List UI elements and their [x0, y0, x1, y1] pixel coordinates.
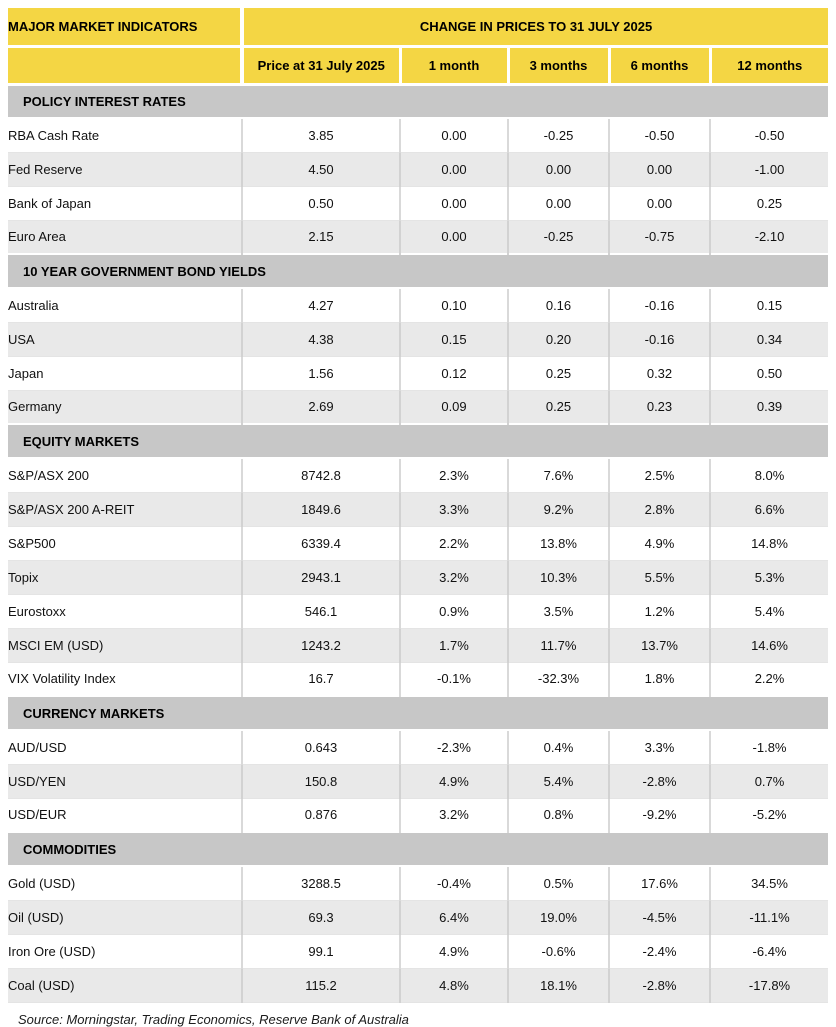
row-value: 0.00: [400, 152, 508, 186]
row-label: Iron Ore (USD): [8, 934, 242, 968]
row-label: Bank of Japan: [8, 186, 242, 220]
table-row: [8, 356, 828, 390]
row-value: 5.5%: [609, 560, 710, 594]
row-value: 4.9%: [400, 764, 508, 798]
row-value: 14.6%: [710, 628, 828, 662]
row-value: 0.9%: [400, 594, 508, 628]
section-title: POLICY INTEREST RATES: [8, 84, 828, 118]
row-value: 6339.4: [242, 526, 400, 560]
row-value: 16.7: [242, 662, 400, 696]
row-value: 0.7%: [710, 764, 828, 798]
row-value: 4.27: [242, 288, 400, 322]
row-value: 3.5%: [508, 594, 609, 628]
table-row: [8, 594, 828, 628]
row-value: -32.3%: [508, 662, 609, 696]
table-row: [8, 798, 828, 832]
row-value: 1.56: [242, 356, 400, 390]
row-value: -6.4%: [710, 934, 828, 968]
row-value: 0.00: [400, 186, 508, 220]
row-value: 13.7%: [609, 628, 710, 662]
row-value: 1.2%: [609, 594, 710, 628]
row-value: 6.4%: [400, 900, 508, 934]
section-header-row: [8, 696, 828, 730]
table-row: [8, 560, 828, 594]
row-value: 13.8%: [508, 526, 609, 560]
row-value: 0.00: [508, 152, 609, 186]
row-label: Oil (USD): [8, 900, 242, 934]
row-value: 2.5%: [609, 458, 710, 492]
row-value: 4.38: [242, 322, 400, 356]
row-label: USD/EUR: [8, 798, 242, 832]
row-value: 5.3%: [710, 560, 828, 594]
row-value: -2.3%: [400, 730, 508, 764]
row-label: Coal (USD): [8, 968, 242, 1002]
row-value: 0.15: [400, 322, 508, 356]
row-value: 5.4%: [508, 764, 609, 798]
row-value: 10.3%: [508, 560, 609, 594]
row-label: USD/YEN: [8, 764, 242, 798]
column-header-12-months: 12 months: [710, 46, 828, 84]
row-label: MSCI EM (USD): [8, 628, 242, 662]
table-row: [8, 628, 828, 662]
row-value: 3.85: [242, 118, 400, 152]
row-label: Eurostoxx: [8, 594, 242, 628]
table-row: [8, 288, 828, 322]
row-value: 69.3: [242, 900, 400, 934]
row-value: -4.5%: [609, 900, 710, 934]
row-value: 150.8: [242, 764, 400, 798]
row-value: 0.20: [508, 322, 609, 356]
column-header-price: Price at 31 July 2025: [242, 46, 400, 84]
table-row: [8, 492, 828, 526]
table-row: [8, 730, 828, 764]
row-label: RBA Cash Rate: [8, 118, 242, 152]
row-value: 7.6%: [508, 458, 609, 492]
row-value: -0.16: [609, 322, 710, 356]
change-header: CHANGE IN PRICES TO 31 JULY 2025: [242, 8, 828, 46]
row-value: 9.2%: [508, 492, 609, 526]
section-header-row: [8, 832, 828, 866]
row-value: -2.4%: [609, 934, 710, 968]
table-header: [8, 8, 828, 84]
section-header-row: [8, 84, 828, 118]
row-value: 2.8%: [609, 492, 710, 526]
row-label: Gold (USD): [8, 866, 242, 900]
row-value: 0.643: [242, 730, 400, 764]
row-value: 0.25: [508, 390, 609, 424]
row-value: -11.1%: [710, 900, 828, 934]
row-value: 0.4%: [508, 730, 609, 764]
row-value: -0.75: [609, 220, 710, 254]
row-value: 1.7%: [400, 628, 508, 662]
row-label: Japan: [8, 356, 242, 390]
row-value: -17.8%: [710, 968, 828, 1002]
row-value: 14.8%: [710, 526, 828, 560]
table-row: [8, 152, 828, 186]
column-header-6-months: 6 months: [609, 46, 710, 84]
row-label: Topix: [8, 560, 242, 594]
section-title: 10 YEAR GOVERNMENT BOND YIELDS: [8, 254, 828, 288]
row-value: 0.50: [242, 186, 400, 220]
row-value: 18.1%: [508, 968, 609, 1002]
row-value: 0.00: [400, 220, 508, 254]
table-row: [8, 186, 828, 220]
row-value: 0.8%: [508, 798, 609, 832]
row-value: 5.4%: [710, 594, 828, 628]
row-label: Fed Reserve: [8, 152, 242, 186]
row-value: 3288.5: [242, 866, 400, 900]
row-value: 0.00: [609, 186, 710, 220]
table-row: [8, 458, 828, 492]
column-header-3-months: 3 months: [508, 46, 609, 84]
row-value: 1243.2: [242, 628, 400, 662]
row-value: -0.4%: [400, 866, 508, 900]
row-value: 0.10: [400, 288, 508, 322]
row-value: 2943.1: [242, 560, 400, 594]
row-value: -2.8%: [609, 764, 710, 798]
section-header-row: [8, 254, 828, 288]
row-value: 3.2%: [400, 798, 508, 832]
header-sub-row: [8, 46, 828, 84]
market-indicators-table: [8, 8, 828, 1003]
row-value: 1.8%: [609, 662, 710, 696]
row-value: 6.6%: [710, 492, 828, 526]
row-value: -0.16: [609, 288, 710, 322]
row-value: 0.00: [400, 118, 508, 152]
row-value: -0.1%: [400, 662, 508, 696]
row-value: 3.3%: [609, 730, 710, 764]
table-row: [8, 526, 828, 560]
row-value: 17.6%: [609, 866, 710, 900]
table-row: [8, 900, 828, 934]
row-value: 1849.6: [242, 492, 400, 526]
table-body: [8, 84, 828, 1002]
table-row: [8, 322, 828, 356]
table-row: [8, 220, 828, 254]
row-value: 0.39: [710, 390, 828, 424]
row-value: 34.5%: [710, 866, 828, 900]
row-label: USA: [8, 322, 242, 356]
row-value: 0.09: [400, 390, 508, 424]
row-value: 8.0%: [710, 458, 828, 492]
row-label: S&P/ASX 200: [8, 458, 242, 492]
row-value: 0.15: [710, 288, 828, 322]
row-value: -1.8%: [710, 730, 828, 764]
row-value: 0.23: [609, 390, 710, 424]
section-title: CURRENCY MARKETS: [8, 696, 828, 730]
section-title: EQUITY MARKETS: [8, 424, 828, 458]
row-value: 0.5%: [508, 866, 609, 900]
row-value: 4.9%: [609, 526, 710, 560]
row-value: -2.8%: [609, 968, 710, 1002]
table-row: [8, 866, 828, 900]
table-row: [8, 390, 828, 424]
table-title: MAJOR MARKET INDICATORS: [8, 8, 242, 46]
row-value: 4.50: [242, 152, 400, 186]
row-value: -2.10: [710, 220, 828, 254]
row-value: -0.25: [508, 118, 609, 152]
row-value: 99.1: [242, 934, 400, 968]
row-label: S&P/ASX 200 A-REIT: [8, 492, 242, 526]
table-row: [8, 968, 828, 1002]
row-value: 0.50: [710, 356, 828, 390]
section-title: COMMODITIES: [8, 832, 828, 866]
row-value: -1.00: [710, 152, 828, 186]
row-value: 2.69: [242, 390, 400, 424]
row-value: 115.2: [242, 968, 400, 1002]
row-value: 0.34: [710, 322, 828, 356]
row-value: 3.3%: [400, 492, 508, 526]
table-row: [8, 764, 828, 798]
row-value: 2.2%: [710, 662, 828, 696]
table-row: [8, 662, 828, 696]
row-value: 0.12: [400, 356, 508, 390]
row-value: -9.2%: [609, 798, 710, 832]
row-value: 0.00: [508, 186, 609, 220]
row-label: Euro Area: [8, 220, 242, 254]
row-label: Germany: [8, 390, 242, 424]
row-value: 0.876: [242, 798, 400, 832]
row-value: 2.15: [242, 220, 400, 254]
row-value: 11.7%: [508, 628, 609, 662]
row-value: -0.50: [710, 118, 828, 152]
table-row: [8, 118, 828, 152]
row-value: 3.2%: [400, 560, 508, 594]
row-value: 0.00: [609, 152, 710, 186]
row-value: -0.50: [609, 118, 710, 152]
row-value: -0.6%: [508, 934, 609, 968]
row-value: 0.25: [710, 186, 828, 220]
row-value: -5.2%: [710, 798, 828, 832]
row-value: -0.25: [508, 220, 609, 254]
empty-corner-cell: [8, 46, 242, 84]
header-main-row: [8, 8, 828, 46]
row-value: 19.0%: [508, 900, 609, 934]
row-value: 2.3%: [400, 458, 508, 492]
row-value: 2.2%: [400, 526, 508, 560]
column-header-1-month: 1 month: [400, 46, 508, 84]
row-value: 4.9%: [400, 934, 508, 968]
row-label: AUD/USD: [8, 730, 242, 764]
row-label: Australia: [8, 288, 242, 322]
source-note: Source: Morningstar, Trading Economics, Reserve Bank of Australia: [18, 1011, 409, 1027]
row-value: 8742.8: [242, 458, 400, 492]
section-header-row: [8, 424, 828, 458]
row-value: 0.16: [508, 288, 609, 322]
row-value: 4.8%: [400, 968, 508, 1002]
row-value: 0.32: [609, 356, 710, 390]
table-row: [8, 934, 828, 968]
row-label: VIX Volatility Index: [8, 662, 242, 696]
row-label: S&P500: [8, 526, 242, 560]
row-value: 0.25: [508, 356, 609, 390]
row-value: 546.1: [242, 594, 400, 628]
